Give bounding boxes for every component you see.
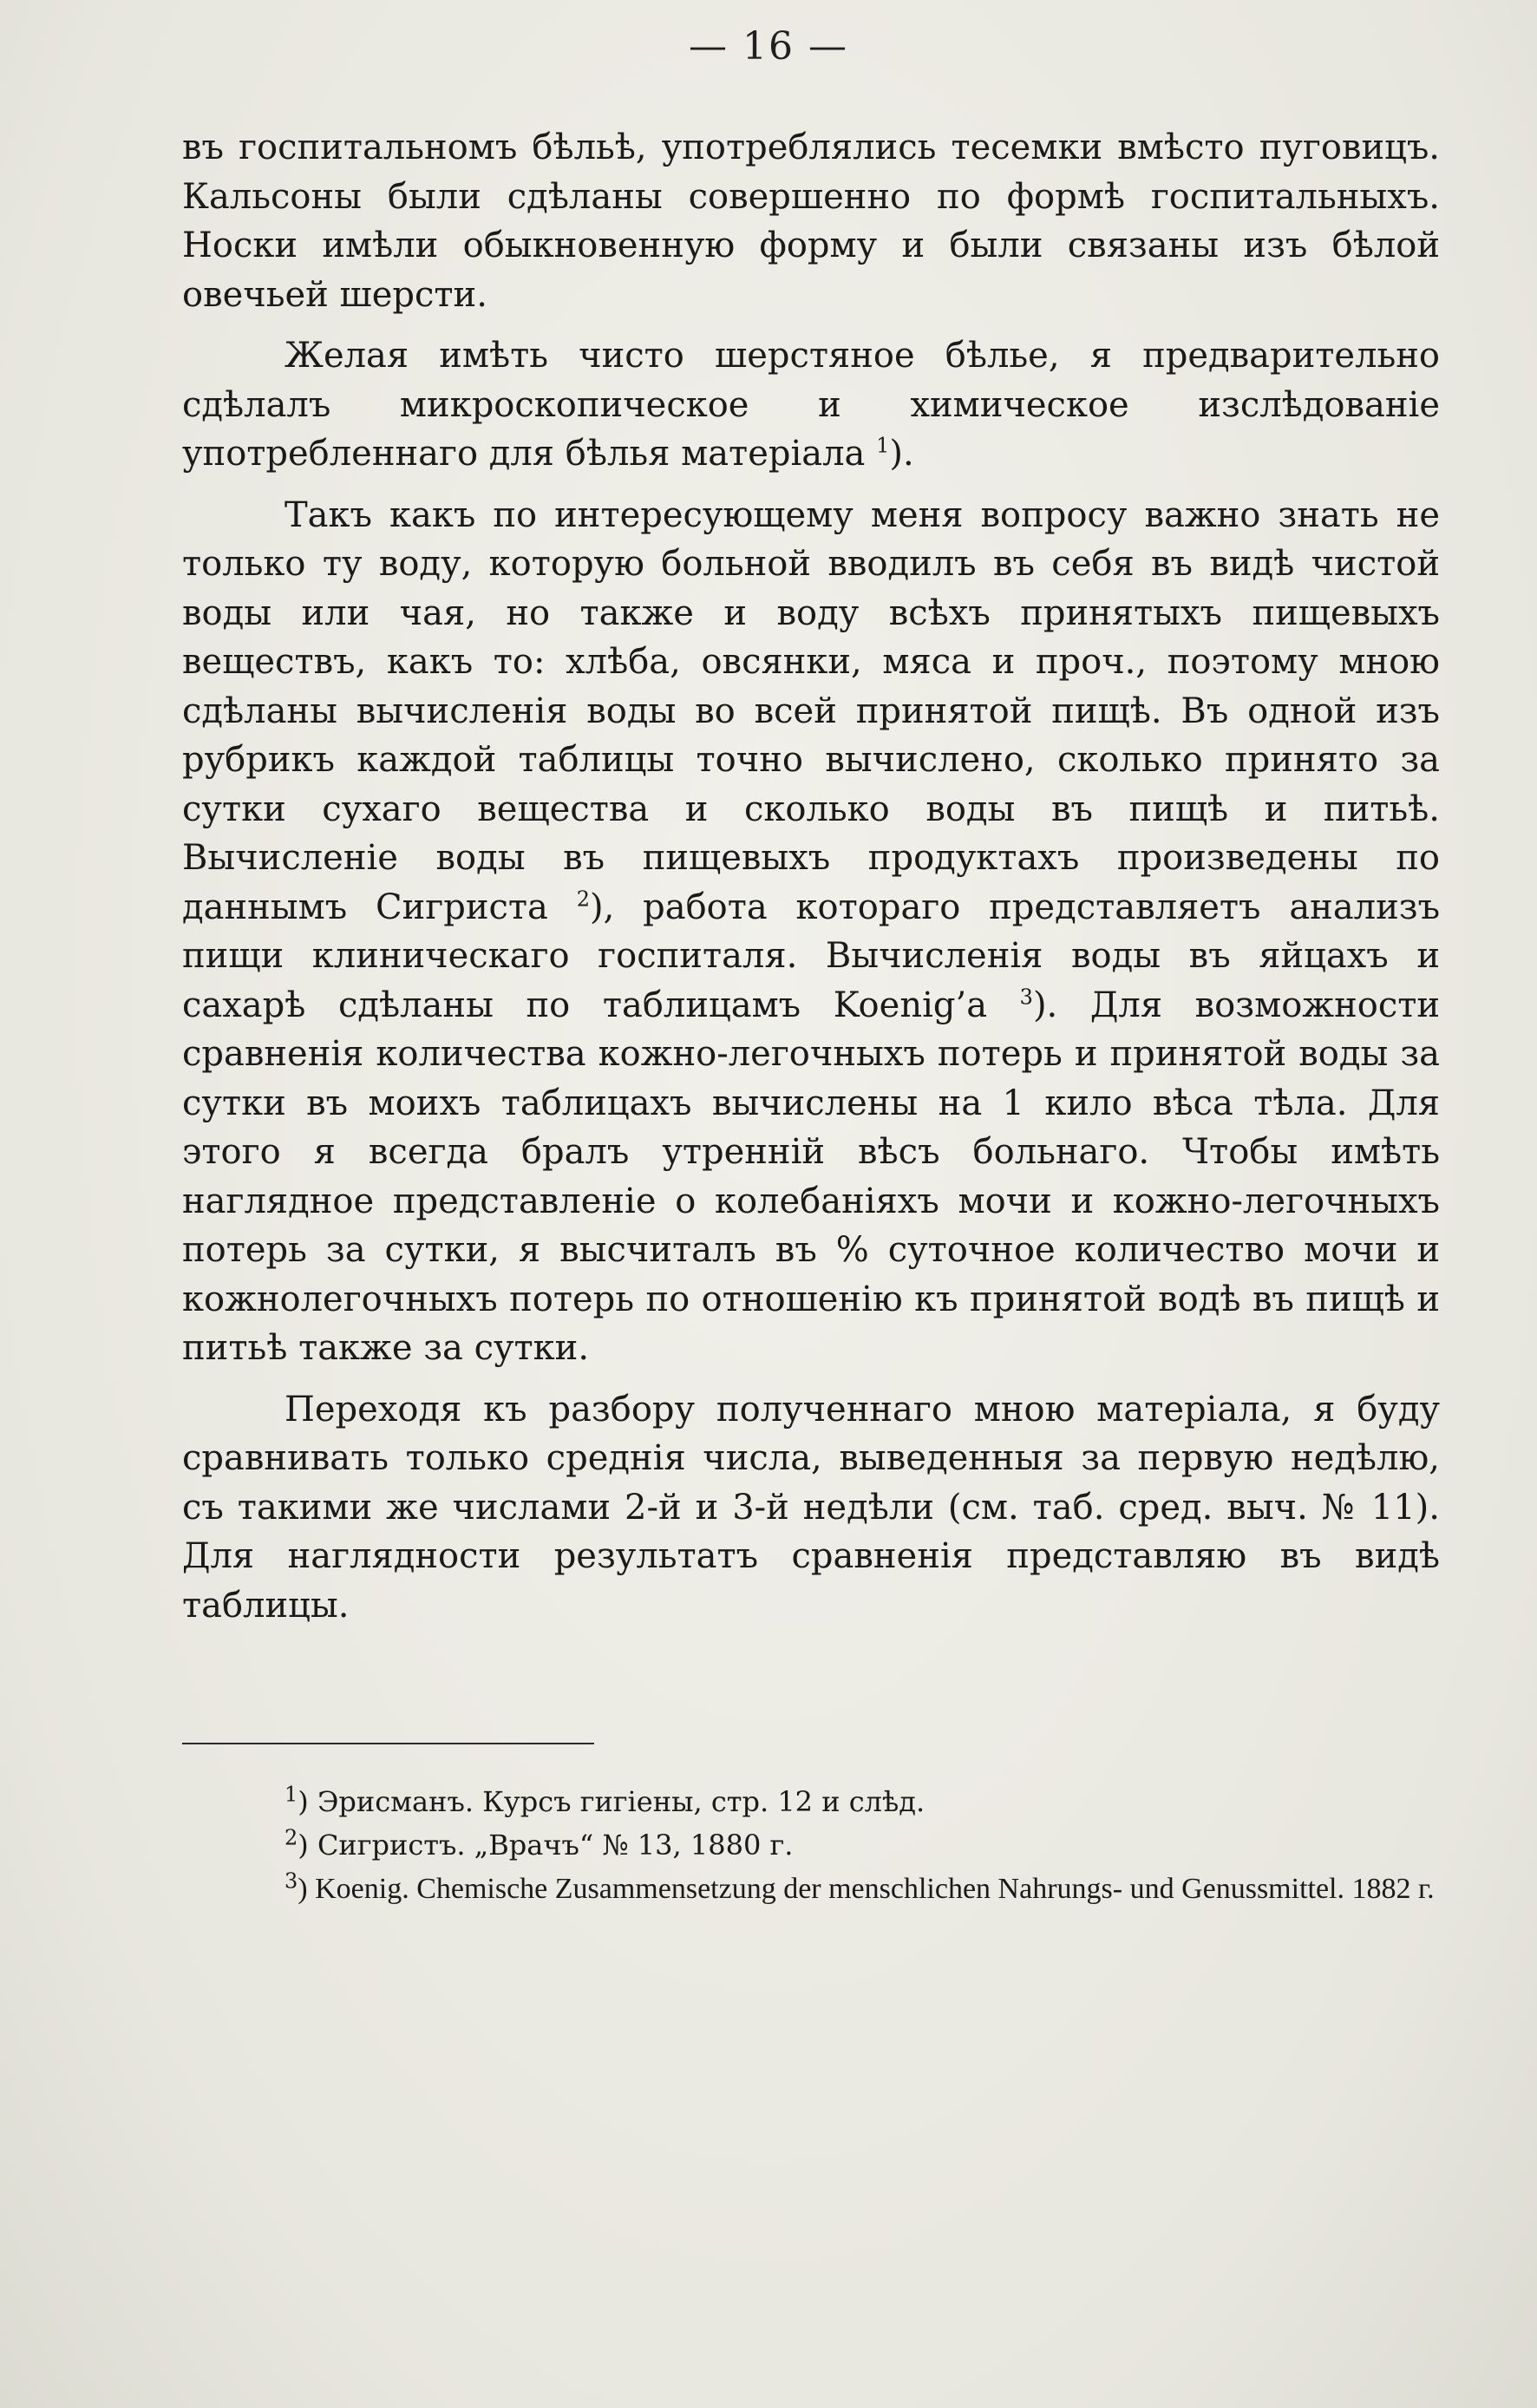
footnotes [182, 1780, 1440, 1911]
body-text [182, 123, 1440, 1642]
paragraph-3-text-b: ), работа котораго представляетъ анализъ пищи клиническаго госпиталя. Вычисленія воды въ яйцахъ и сахарѣ сдѣланы по таблицамъ Koenig’а [182, 887, 1441, 1025]
footnote-1-text: ) Эрисманъ. Курсъ гигіены, стр. 12 и слѣд. [298, 1785, 925, 1818]
paragraph-2 [182, 331, 1440, 479]
footnote-2-text: ) Сигристъ. „Врачъ“ № 13, 1880 г. [298, 1829, 794, 1862]
footnote-3-text: ) Koenig. Chemische Zusammensetzung der menschlichen Nahrungs- und Genussmittel. 1882 г. [298, 1873, 1435, 1905]
footnote-ref-1: 1 [876, 433, 890, 458]
paragraph-3-text-a: Такъ какъ по интересующему меня вопросу важно знать не только ту воду, которую больной вводилъ въ себя въ видѣ чистой воды или чая, но также и воду всѣхъ принятыхъ пищевыхъ веществъ, какъ то: хлѣба, овсянки, мяса и проч., поэтому мною сдѣланы вычисленія воды во всей принятой пищѣ. Въ одной изъ рубрикъ каждой таблицы точно вычислено, сколько принято за сутки сухаго вещества и сколько воды въ пищѣ и питьѣ. Вычисленіе воды въ пищевыхъ продуктахъ произведены по даннымъ Сигриста [182, 494, 1440, 927]
footnote-1-mark: 1 [285, 1782, 298, 1807]
footnote-divider [182, 1743, 594, 1744]
footnote-ref-1-close: ). [889, 434, 914, 474]
footnote-2-mark: 2 [285, 1825, 298, 1850]
footnote-2 [182, 1823, 1440, 1867]
footnote-3 [182, 1867, 1440, 1911]
paragraph-4: Переходя къ разбору полученнаго мною матеріала, я буду сравнивать только среднія числа, выведенныя за первую недѣлю, съ такими же числами 2-й и 3-й недѣли (см. таб. сред. выч. № 11). Для наглядности результатъ сравненія представляю въ видѣ таблицы. [182, 1389, 1440, 1626]
paragraph-2-text: Желая имѣть чисто шерстяное бѣлье, я предварительно сдѣлалъ микроскопическое и химическое изслѣдованіе употребленнаго для бѣлья матеріала [182, 336, 1440, 474]
footnote-ref-2: 2 [576, 887, 590, 912]
paragraph-3 [182, 491, 1440, 1373]
footnote-ref-3: 3 [1019, 985, 1033, 1010]
footnote-1 [182, 1780, 1440, 1823]
paragraph-1: въ госпитальномъ бѣльѣ, употреблялись тесемки вмѣсто пуговицъ. Кальсоны были сдѣланы совершенно по формѣ госпитальныхъ. Носки имѣли обыкновенную форму и были связаны изъ бѣлой овечьей шерсти. [182, 128, 1440, 315]
footnote-3-mark: 3 [285, 1868, 298, 1894]
space [865, 434, 876, 474]
paragraph-3-text-c: ). Для возможности сравненія количества кожно-легочныхъ потерь и принятой воды за сутки въ моихъ таблицахъ вычислены на 1 кило вѣса тѣла. Для этого я всегда бралъ утренній вѣсъ больнаго. Чтобы имѣть наглядное представленіе о колебаніяхъ мочи и кожно-легочныхъ потерь за сутки, я высчиталъ въ % суточное количество мочи и кожнолегочныхъ потерь по отношенію къ принятой водѣ въ пищѣ и питьѣ также за сутки. [182, 985, 1441, 1368]
space [548, 887, 577, 927]
page-number: — 16 — [689, 24, 848, 69]
space [987, 985, 1020, 1025]
